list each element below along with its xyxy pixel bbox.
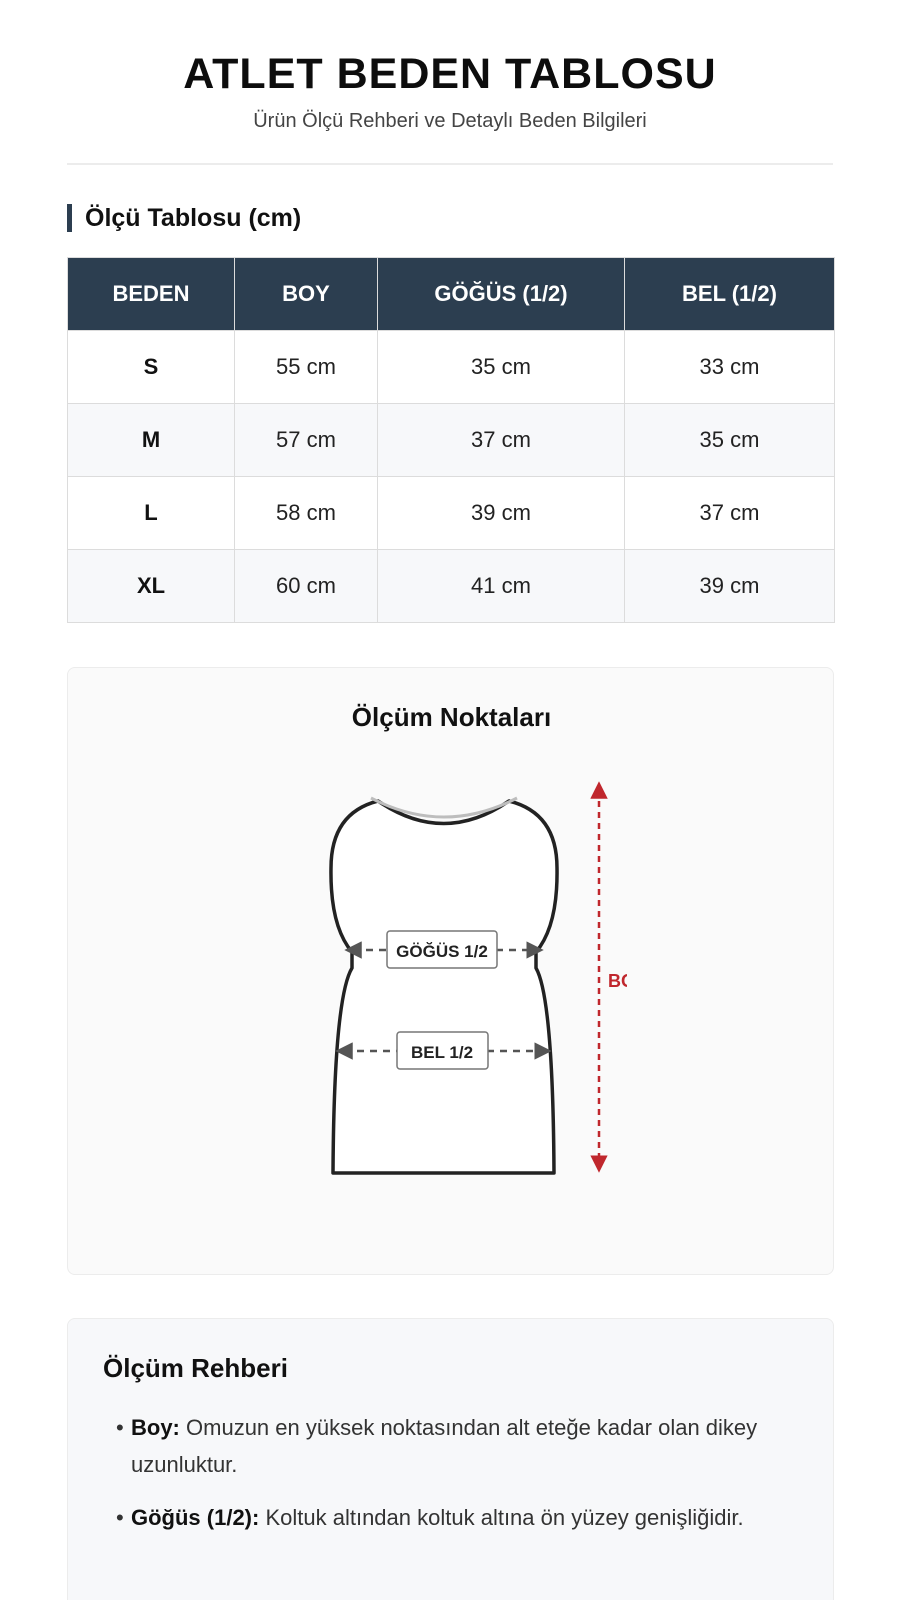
header-divider <box>67 163 833 165</box>
chest-cell: 39 cm <box>378 477 625 550</box>
length-measure <box>599 790 647 1164</box>
waist-cell: 37 cm <box>625 477 835 550</box>
list-item <box>116 1409 806 1483</box>
size-cell: XL <box>68 550 235 623</box>
size-section-title: Ölçü Tablosu (cm) <box>85 203 302 232</box>
size-cell: L <box>68 477 235 550</box>
list-item <box>116 1499 806 1536</box>
length-label: BOY <box>608 971 648 991</box>
chest-cell: 37 cm <box>378 404 625 477</box>
table-row <box>68 404 835 477</box>
length-cell: 58 cm <box>235 477 378 550</box>
length-cell: 60 cm <box>235 550 378 623</box>
section-accent-bar <box>67 204 72 232</box>
length-cell: 57 cm <box>235 404 378 477</box>
table-row <box>68 331 835 404</box>
size-section-heading <box>67 202 301 234</box>
guide-text: Omuzun en yüksek noktasından alt eteğe kadar olan dikey uzunluktur. <box>131 1415 758 1477</box>
length-cell: 55 cm <box>235 331 378 404</box>
waist-label: BEL 1/2 <box>410 1043 474 1062</box>
guide-term: Boy: <box>131 1415 180 1440</box>
table-row <box>68 550 835 623</box>
waist-cell: 33 cm <box>625 331 835 404</box>
measurement-diagram-card <box>67 667 834 1275</box>
chest-cell: 41 cm <box>378 550 625 623</box>
waist-cell: 35 cm <box>625 404 835 477</box>
column-header-chest: GÖĞÜS (1/2) <box>378 258 625 331</box>
chest-label: GÖĞÜS 1/2 <box>396 942 488 961</box>
waist-cell: 39 cm <box>625 550 835 623</box>
guide-title: Ölçüm Rehberi <box>103 1353 288 1383</box>
size-cell: M <box>68 404 235 477</box>
page-title: ATLET BEDEN TABLOSU <box>183 50 717 98</box>
table-header-row <box>68 258 835 331</box>
bullet-icon: • <box>116 1415 124 1440</box>
guide-list <box>116 1409 806 1552</box>
diagram-title: Ölçüm Noktaları <box>351 702 552 732</box>
measurement-guide-card <box>67 1318 834 1600</box>
diagram-canvas <box>68 668 834 1275</box>
column-header-size: BEDEN <box>68 258 235 331</box>
column-header-waist: BEL (1/2) <box>625 258 835 331</box>
guide-term: Göğüs (1/2): <box>131 1505 260 1530</box>
table-row <box>68 477 835 550</box>
page-subtitle: Ürün Ölçü Rehberi ve Detaylı Beden Bilgileri <box>253 110 647 132</box>
tank-top-outline-icon <box>331 798 557 1173</box>
chest-cell: 35 cm <box>378 331 625 404</box>
size-cell: S <box>68 331 235 404</box>
guide-text: Koltuk altından koltuk altına ön yüzey genişliğidir. <box>265 1505 744 1530</box>
size-table <box>67 257 835 623</box>
column-header-length: BOY <box>235 258 378 331</box>
bullet-icon: • <box>116 1505 124 1530</box>
